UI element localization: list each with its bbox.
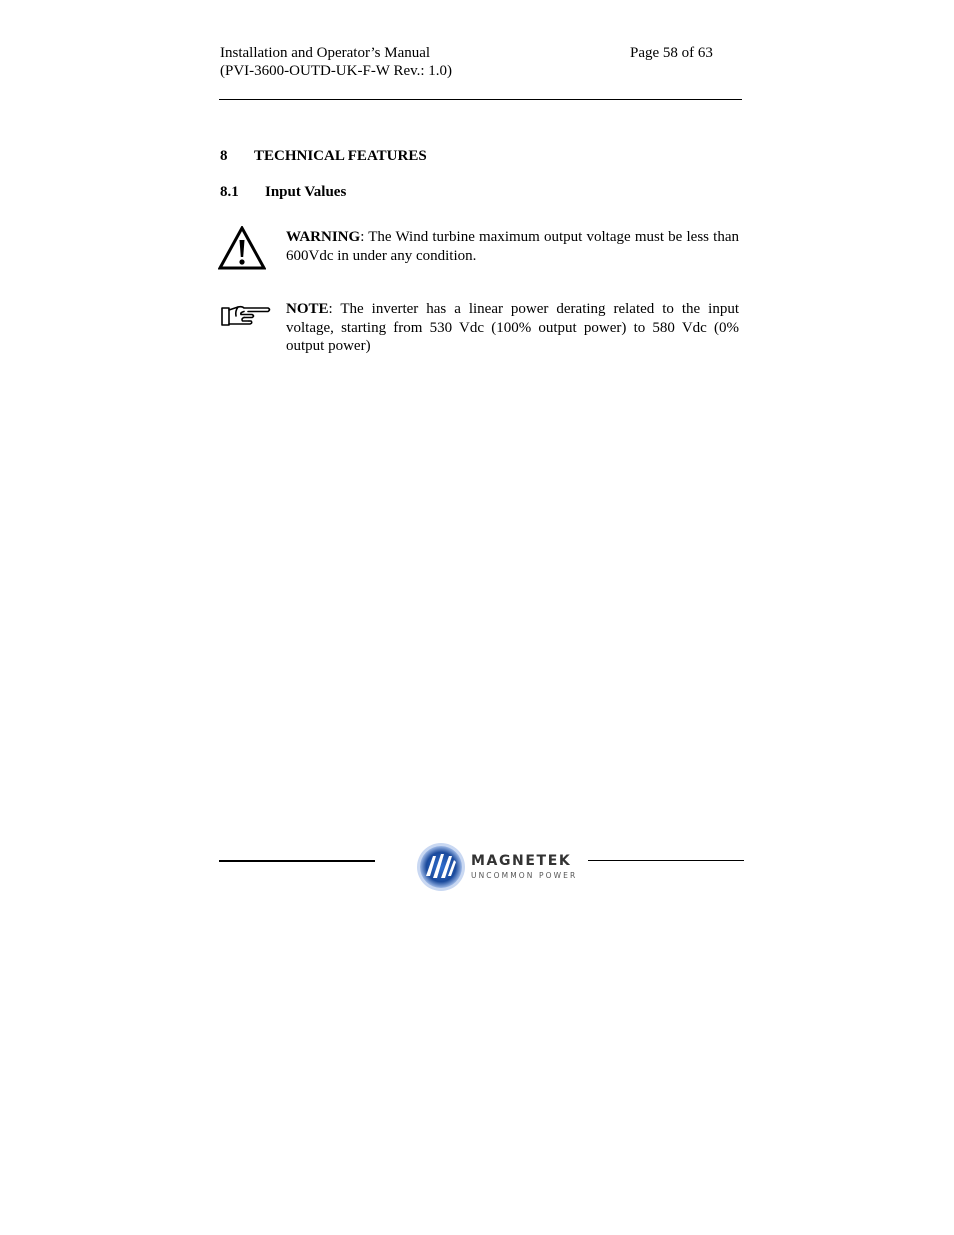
warning-label: WARNING (286, 229, 361, 245)
warning-text: : The Wind turbine maximum output voltage must be less than 600Vdc in under any condition. (286, 229, 739, 264)
logo-name: MAGNETEK (471, 853, 572, 869)
note-text: : The inverter has a linear power derating related to the input voltage, starting from 530 Vdc (100% output power) to 580 Vdc (0% output power) (286, 301, 739, 354)
header-subtitle: (PVI-3600-OUTD-UK-F-W Rev.: 1.0) (220, 63, 453, 79)
magnetek-logo-icon (416, 842, 466, 892)
subsection-heading (220, 183, 346, 201)
warning-triangle-icon (218, 226, 266, 270)
warning-paragraph (286, 228, 739, 265)
footer-rule-right (588, 860, 744, 861)
footer-rule-left (219, 860, 375, 862)
section-title: TECHNICAL FEATURES (254, 148, 427, 164)
section-heading (220, 147, 427, 165)
note-paragraph (286, 300, 739, 356)
pointing-hand-icon (220, 302, 272, 330)
note-label: NOTE (286, 301, 329, 317)
logo-tagline: UNCOMMON POWER (471, 871, 578, 880)
header-divider (219, 99, 742, 100)
header-title: Installation and Operator’s Manual (220, 45, 431, 61)
section-number: 8 (220, 148, 228, 164)
subsection-number: 8.1 (220, 184, 239, 200)
page-number: Page 58 of 63 (630, 45, 713, 61)
subsection-title: Input Values (265, 184, 347, 200)
